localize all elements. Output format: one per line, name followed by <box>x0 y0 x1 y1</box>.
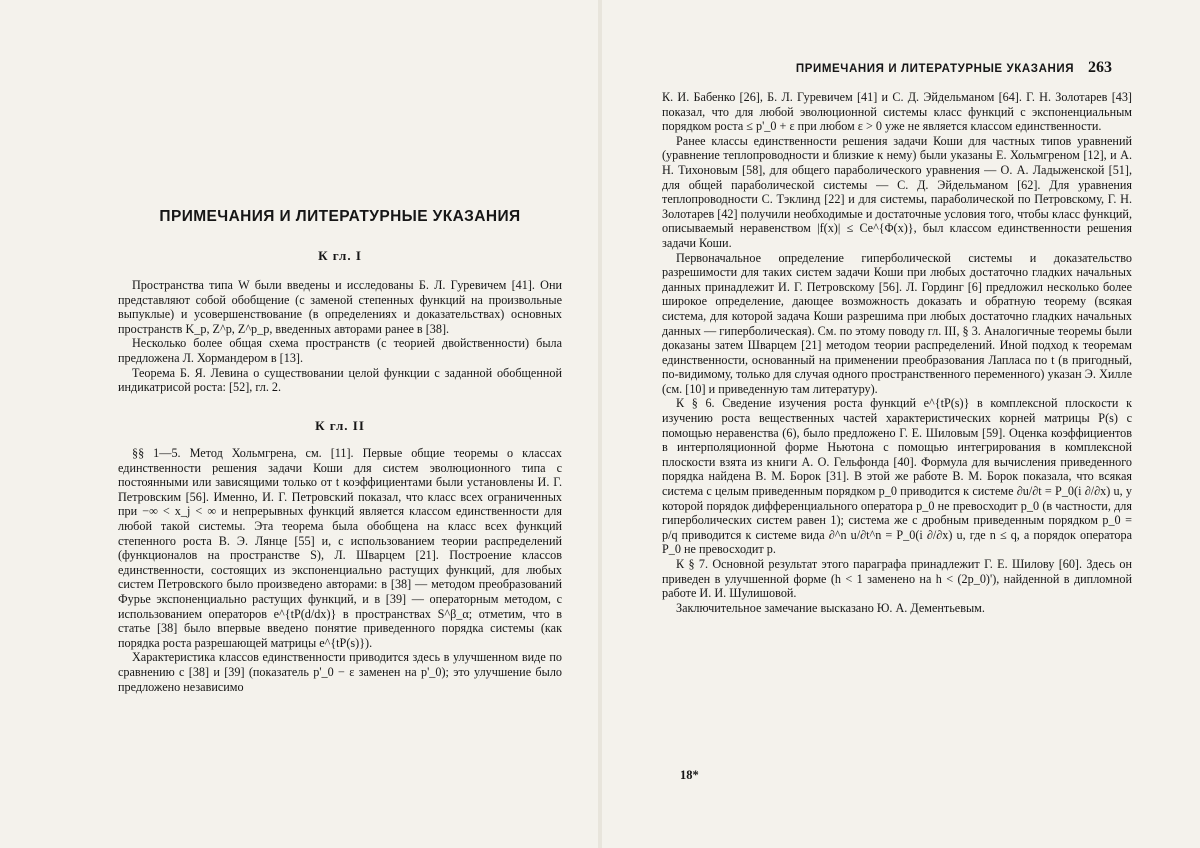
ch2-paragraph-1: §§ 1—5. Метод Хольмгрена, см. [11]. Первые общие теоремы о классах единственности решения задачи Коши для систем эволюционного типа с постоянными или зависящими только от t коэффициентами были установлены И. Г. Петровским [56]. Именно, И. Г. Петровский показал, что класс всех ограниченных при −∞ < x_j < ∞ и непрерывных функций является классом единственности для любой такой системы. Эта теорема была обобщена на класс всех функций степенного роста В. Э. Лянце [55] и, с использованием теории распределений (функционалов на пространстве S), Л. Шварцем [21]. Построение классов единственности, состоящих из экспоненциально растущих функций, для любых систем Петровского было произведено авторами: в [38] — методом преобразований Фурье экспоненциально растущих функций, и в [39] — операторным методом, с использованием операторов e^{tP(d/dx)} в пространствах S^β_α; отметим, что в статье [38] было впервые введено понятие приведенного порядка системы (как порядка роста разрешающей матрицы e^{tP(s)}). <box>118 446 562 650</box>
running-head: ПРИМЕЧАНИЯ И ЛИТЕРАТУРНЫЕ УКАЗАНИЯ <box>795 63 1075 75</box>
signature-mark: 18* <box>680 768 699 782</box>
page-number: 263 <box>1088 59 1112 76</box>
ch1-paragraph-3: Теорема Б. Я. Левина о существовании целой функции с заданной обобщенной индикатрисой роста: [52], гл. 2. <box>118 365 562 395</box>
ch1-paragraph-2: Несколько более общая схема пространств (с теорией двойственности) была предложена Л. Хормандером в [13]. <box>118 336 562 365</box>
page-title: ПРИМЕЧАНИЯ И ЛИТЕРАТУРНЫЕ УКАЗАНИЯ <box>159 208 521 225</box>
chapter-1-heading: К гл. I <box>318 248 362 263</box>
right-paragraph-4: К § 6. Сведение изучения роста функций e^{tP(s)} в комплексной плоскости к изучению роста вещественных частей характеристических корней матрицы P(s) с помощью неравенства (6), было предложено Г. Е. Шиловым [59]. Оценка коэффициентов в интерполяционной форме Ньютона с помощью интегрирования в комплексной плоскости взята из книги А. О. Гельфонда [40]. Формула для вычисления приведенного порядка найдена В. М. Борок [31]. В этой же работе В. М. Борок показала, что всякая система с целым приведенным порядком p_0 приводится к системе ∂u/∂t = P_0(i ∂/∂x) u, у которой порядок дифференциального оператора p_0 не превосходит p_0 (в частности, для гиперболических систем равен 1); система же с дробным приведенным порядком p_0 = p/q приводится к системе вида ∂^n u/∂t^n = P_0(i ∂/∂x) u, где n ≤ q, а порядок оператора P_0 не превосходит p. <box>662 396 1132 557</box>
chapter-2-heading: К гл. II <box>315 418 365 433</box>
chapter-2-section <box>118 418 562 694</box>
ch2-paragraph-2: Характеристика классов единственности приводится здесь в улучшенном виде по сравнению с [38] и [39] (показатель p'_0 − ε заменен на p'_0); это улучшение было предложено независимо <box>118 650 562 694</box>
right-paragraph-2: Ранее классы единственности решения задачи Коши для частных типов уравнений (уравнение теплопроводности и близкие к нему) были указаны Е. Хольмгреном [12], и А. Н. Тихоновым [58], для общего параболического уравнения — О. А. Ладыженской [51], для общей параболической системы — С. Д. Эйдельманом [62]. Для уравнения теплопроводности С. Тэклинд [22] и для системы, параболической по Петровскому, Г. Н. Золотарев [42] получили необходимые и достаточные условия того, чтобы класс функций, описываемый неравенством |f(x)| ≤ Ce^{Φ(x)}, был классом единственности решения задачи Коши. <box>662 133 1132 250</box>
right-page <box>600 0 1200 848</box>
right-paragraph-1: К. И. Бабенко [26], Б. Л. Гуревичем [41] и С. Д. Эйдельманом [64]. Г. Н. Золотарев [43] показал, что для любой эволюционной системы класс функций с экспоненциальным порядком роста ≤ p'_0 + ε при любом ε > 0 уже не является классом единственности. <box>662 90 1132 134</box>
right-paragraph-6: Заключительное замечание высказано Ю. А. Дементьевым. <box>676 600 985 615</box>
chapter-1-section <box>118 248 562 395</box>
right-paragraph-5: К § 7. Основной результат этого параграфа принадлежит Г. Е. Шилову [60]. Здесь он приведен в улучшенной форме (h < 1 заменено на h < (2p_0)'), найденной в дипломной работе И. И. Шулишовой. <box>662 557 1132 601</box>
right-paragraph-3: Первоначальное определение гиперболической системы и доказательство разрешимости для таких систем задачи Коши при любых достаточно гладких начальных данных принадлежит И. Г. Петровскому [56]. Л. Гординг [6] предложил несколько более широкое определение, дающее возможность доказать и обратную теорему (всякая система, для которой задача Коши разрешима при любых достаточно гладких начальных данных — гиперболическая). См. по этому поводу гл. III, § 3. Аналогичные теоремы были доказаны затем Шварцем [21] методом теории распределений. Иной подход к теоремам единственности, основанный на применении преобразования Лапласа по t (в пригодный, по-видимому, только для случая одного пространственного переменного) указан Э. Хилле (см. [10] и приведенную там литературу). <box>662 250 1132 396</box>
ch1-paragraph-1: Пространства типа W были введены и исследованы Б. Л. Гуревичем [41]. Они представляют собой обобщение (с заменой степенных функций на произвольные выпуклые) и усовершенствование (в определениях и доказательствах) основных пространств K_p, Z^p, Z^p_p, введенных авторами ранее в [38]. <box>118 278 562 336</box>
right-text-body <box>662 90 1132 615</box>
